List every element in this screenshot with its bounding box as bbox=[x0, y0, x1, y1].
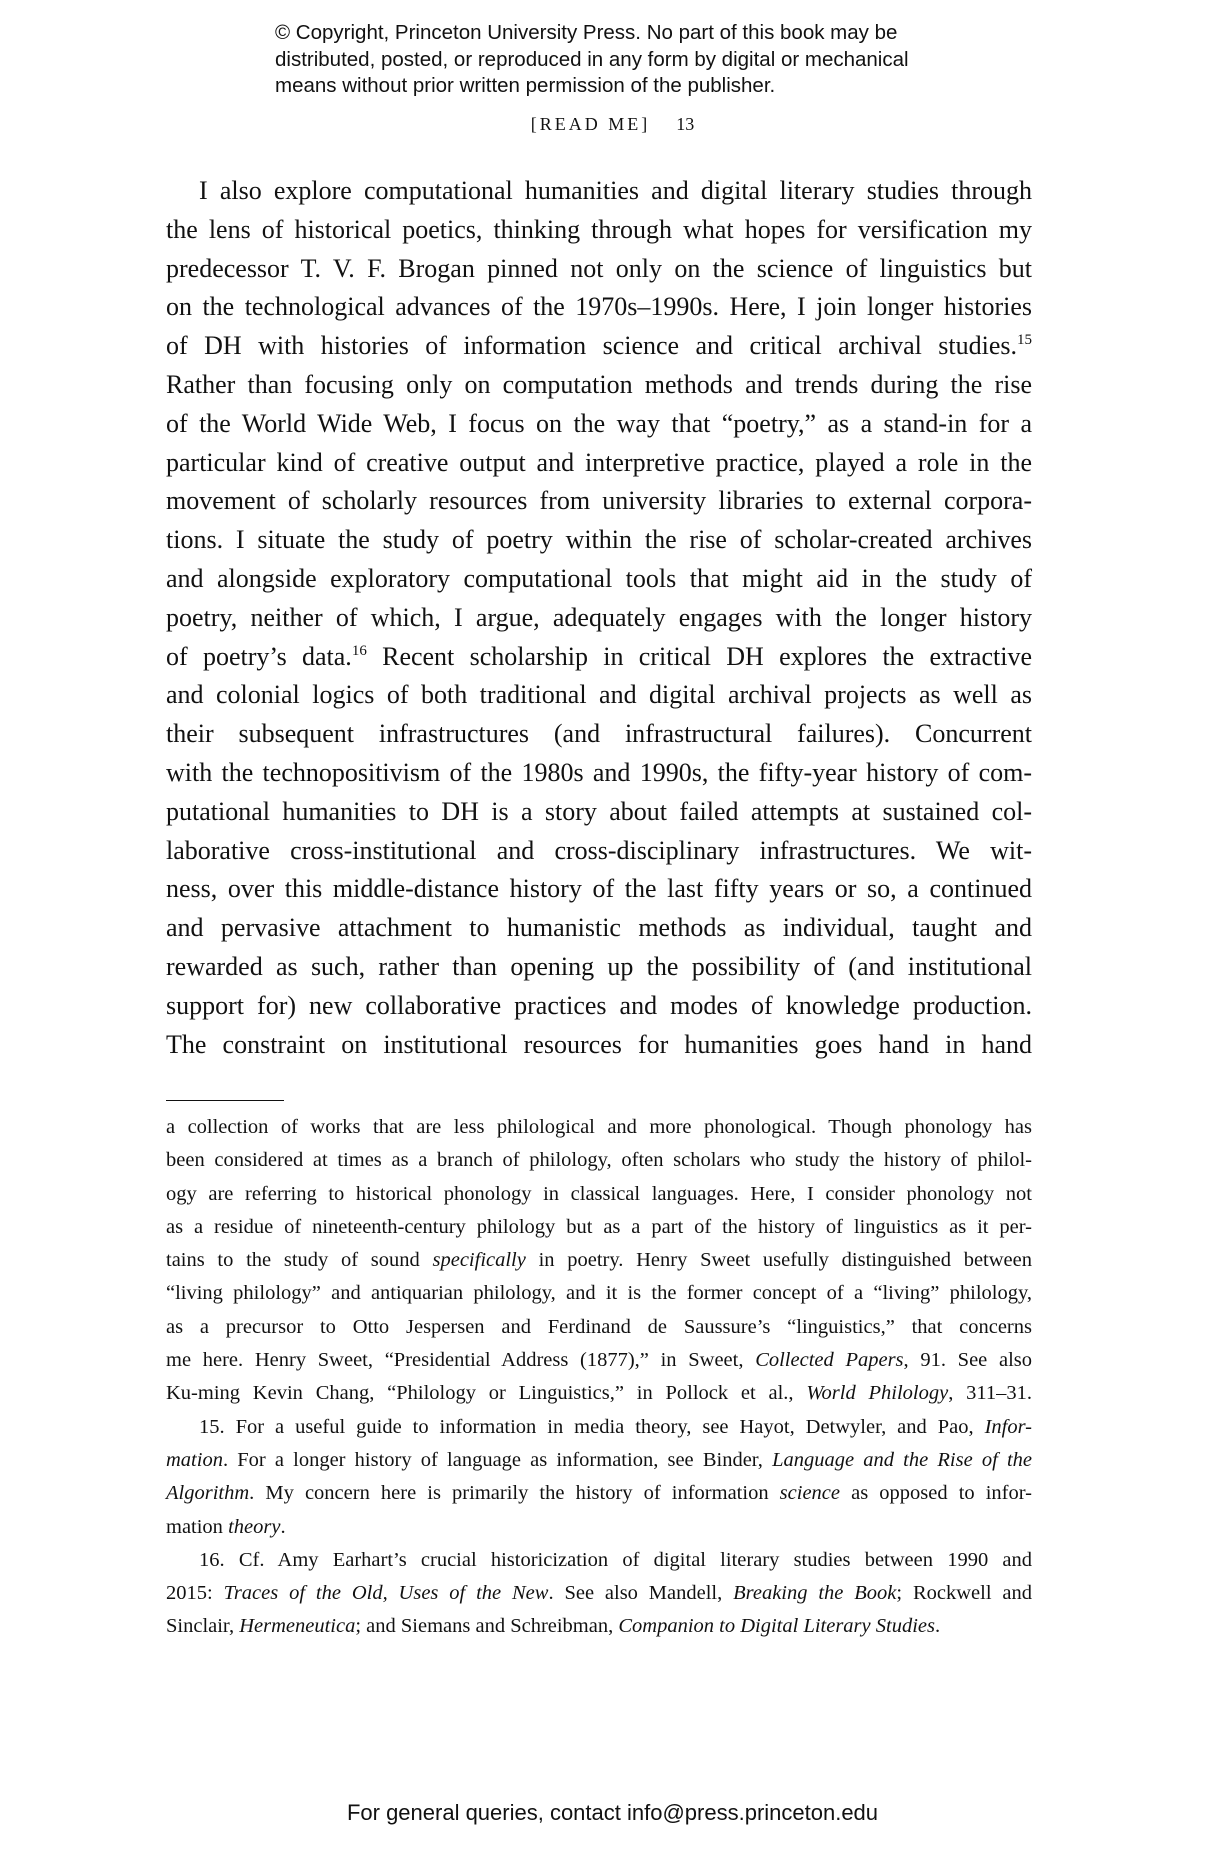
copyright-line: © Copyright, Princeton University Press. No part of this book may be bbox=[275, 21, 898, 44]
t: . For a longer history of language as information, see Binder, bbox=[222, 1448, 773, 1471]
note-line: been considered at times as a branch of philology, often scholars who study the history of philol- bbox=[166, 1149, 1032, 1172]
t: Hermeneutica bbox=[239, 1615, 356, 1638]
t: Traces of the Old, Uses of the New bbox=[223, 1582, 549, 1605]
t: . bbox=[280, 1515, 286, 1538]
note-line bbox=[166, 1477, 1032, 1510]
body-line-text: of DH with histories of information science and critical archival studies. bbox=[166, 331, 1017, 361]
t: Breaking the Book bbox=[733, 1582, 897, 1605]
note-line bbox=[166, 1610, 1032, 1643]
note-line bbox=[166, 1444, 1032, 1477]
footnote-16: 16. Cf. Amy Earhart’s crucial historicization of digital literary studies between 1990 and bbox=[199, 1548, 1032, 1571]
t: Infor- bbox=[984, 1415, 1032, 1438]
t: , 91. See also bbox=[903, 1349, 1033, 1372]
body-line: support for) new collaborative practices and modes of knowledge production. bbox=[166, 990, 1032, 1020]
body-line: ness, over this middle-distance history of the last fifty years or so, a continued bbox=[166, 874, 1032, 904]
chapter-title: [READ ME] bbox=[530, 114, 651, 134]
t: as opposed to infor- bbox=[840, 1482, 1032, 1505]
body-line: rewarded as such, rather than opening up the possibility of (and institutional bbox=[166, 951, 1032, 981]
copyright-line: distributed, posted, or reproduced in any form by digital or mechanical bbox=[275, 47, 909, 71]
body-line-text: Recent scholarship in critical DH explores the extractive bbox=[366, 641, 1033, 671]
running-head bbox=[0, 114, 1225, 135]
copyright-notice bbox=[275, 20, 909, 100]
t: mation bbox=[166, 1448, 223, 1471]
body-line: Rather than focusing only on computation methods and trends during the rise bbox=[166, 369, 1032, 399]
t: science bbox=[779, 1482, 840, 1505]
t: Algorithm bbox=[166, 1482, 250, 1505]
t: specifically bbox=[432, 1249, 526, 1272]
body-line: particular kind of creative output and interpretive practice, played a role in the bbox=[166, 447, 1032, 477]
t: mation bbox=[166, 1515, 229, 1538]
t: . See also Mandell, bbox=[548, 1582, 734, 1605]
note-line bbox=[166, 1244, 1032, 1277]
body-line: and pervasive attachment to humanistic methods as individual, taught and bbox=[166, 913, 1032, 943]
body-line: movement of scholarly resources from university libraries to external corpora- bbox=[166, 486, 1032, 516]
body-line: of the World Wide Web, I focus on the way that “poetry,” as a stand-in for a bbox=[166, 408, 1032, 438]
body-line bbox=[166, 638, 1032, 677]
body-line: predecessor T. V. F. Brogan pinned not only on the science of linguistics but bbox=[166, 253, 1032, 283]
t: theory bbox=[228, 1515, 281, 1538]
t: , 311–31. bbox=[948, 1382, 1032, 1405]
t: 2015: bbox=[166, 1582, 224, 1605]
body-line: I also explore computational humanities and digital literary studies through bbox=[199, 176, 1032, 205]
t: Companion to Digital Literary Studies bbox=[618, 1615, 935, 1638]
body-line: on the technological advances of the 1970s–1990s. Here, I join longer histories bbox=[166, 292, 1032, 322]
note-line bbox=[166, 1377, 1032, 1410]
t: Language and the Rise of the bbox=[772, 1448, 1032, 1471]
footnote-divider bbox=[166, 1100, 284, 1101]
footer-contact: For general queries, contact info@press.princeton.edu bbox=[346, 1800, 879, 1825]
t: ; and Siemans and Schreibman, bbox=[355, 1615, 619, 1638]
body-line: putational humanities to DH is a story about failed attempts at sustained col- bbox=[166, 796, 1032, 826]
footnotes bbox=[166, 1111, 1032, 1644]
footnote-ref-16[interactable]: 16 bbox=[351, 642, 367, 659]
t: Ku-ming Kevin Chang, “Philology or Linguistics,” in Pollock et al., bbox=[166, 1382, 807, 1405]
t: . My concern here is primarily the history of information bbox=[249, 1482, 780, 1505]
page-number: 13 bbox=[676, 114, 695, 134]
note-line bbox=[166, 1577, 1032, 1610]
body-line bbox=[166, 327, 1032, 366]
body-line: the lens of historical poetics, thinking through what hopes for versification my bbox=[166, 214, 1032, 244]
t: World Philology bbox=[806, 1382, 949, 1405]
t: in poetry. Henry Sweet usefully distinguished between bbox=[525, 1249, 1032, 1272]
body-line-text: of poetry’s data. bbox=[166, 641, 352, 671]
note-line: a collection of works that are less philological and more phonological. Though phonology has bbox=[166, 1116, 1032, 1138]
t: me here. Henry Sweet, “Presidential Address (1877),” in Sweet, bbox=[166, 1349, 756, 1372]
t: Sinclair, bbox=[166, 1615, 240, 1638]
body-line: and colonial logics of both traditional and digital archival projects as well as bbox=[166, 680, 1032, 710]
note-line bbox=[166, 1511, 1032, 1544]
note-line bbox=[166, 1344, 1032, 1377]
body-line: poetry, neither of which, I argue, adequately engages with the longer history bbox=[166, 602, 1032, 632]
note-line: ogy are referring to historical phonology in classical languages. Here, I consider phonology not bbox=[166, 1182, 1032, 1205]
body-line: laborative cross-institutional and cross-disciplinary infrastructures. We wit- bbox=[166, 835, 1032, 865]
note-line: “living philology” and antiquarian philology, and it is the former concept of a “living” philology, bbox=[166, 1282, 1032, 1305]
t: . bbox=[934, 1615, 941, 1638]
note-line: as a residue of nineteenth-century philology but as a part of the history of linguistics as it per- bbox=[166, 1215, 1032, 1238]
t: Collected Papers bbox=[755, 1349, 904, 1372]
footnote-ref-15[interactable]: 15 bbox=[1017, 332, 1032, 349]
body-line: with the technopositivism of the 1980s and 1990s, the fifty-year history of com- bbox=[166, 757, 1032, 787]
body-line: The constraint on institutional resources for humanities goes hand in hand bbox=[166, 1029, 1032, 1059]
body-line: their subsequent infrastructures (and infrastructural failures). Concurrent bbox=[166, 719, 1032, 749]
note-line: as a precursor to Otto Jespersen and Ferdinand de Saussure’s “linguistics,” that concerns bbox=[166, 1315, 1032, 1338]
t: 15. For a useful guide to information in media theory, see Hayot, Detwyler, and Pao, bbox=[199, 1415, 985, 1438]
t: tains to the study of sound bbox=[166, 1249, 433, 1272]
body-text bbox=[166, 172, 1032, 1064]
footnote-15 bbox=[166, 1411, 1032, 1444]
body-line: tions. I situate the study of poetry within the rise of scholar-created archives bbox=[166, 525, 1032, 555]
body-line: and alongside exploratory computational tools that might aid in the study of bbox=[166, 563, 1032, 593]
t: ; Rockwell and bbox=[896, 1582, 1032, 1605]
copyright-line: means without prior written permission of the publisher. bbox=[275, 74, 776, 97]
